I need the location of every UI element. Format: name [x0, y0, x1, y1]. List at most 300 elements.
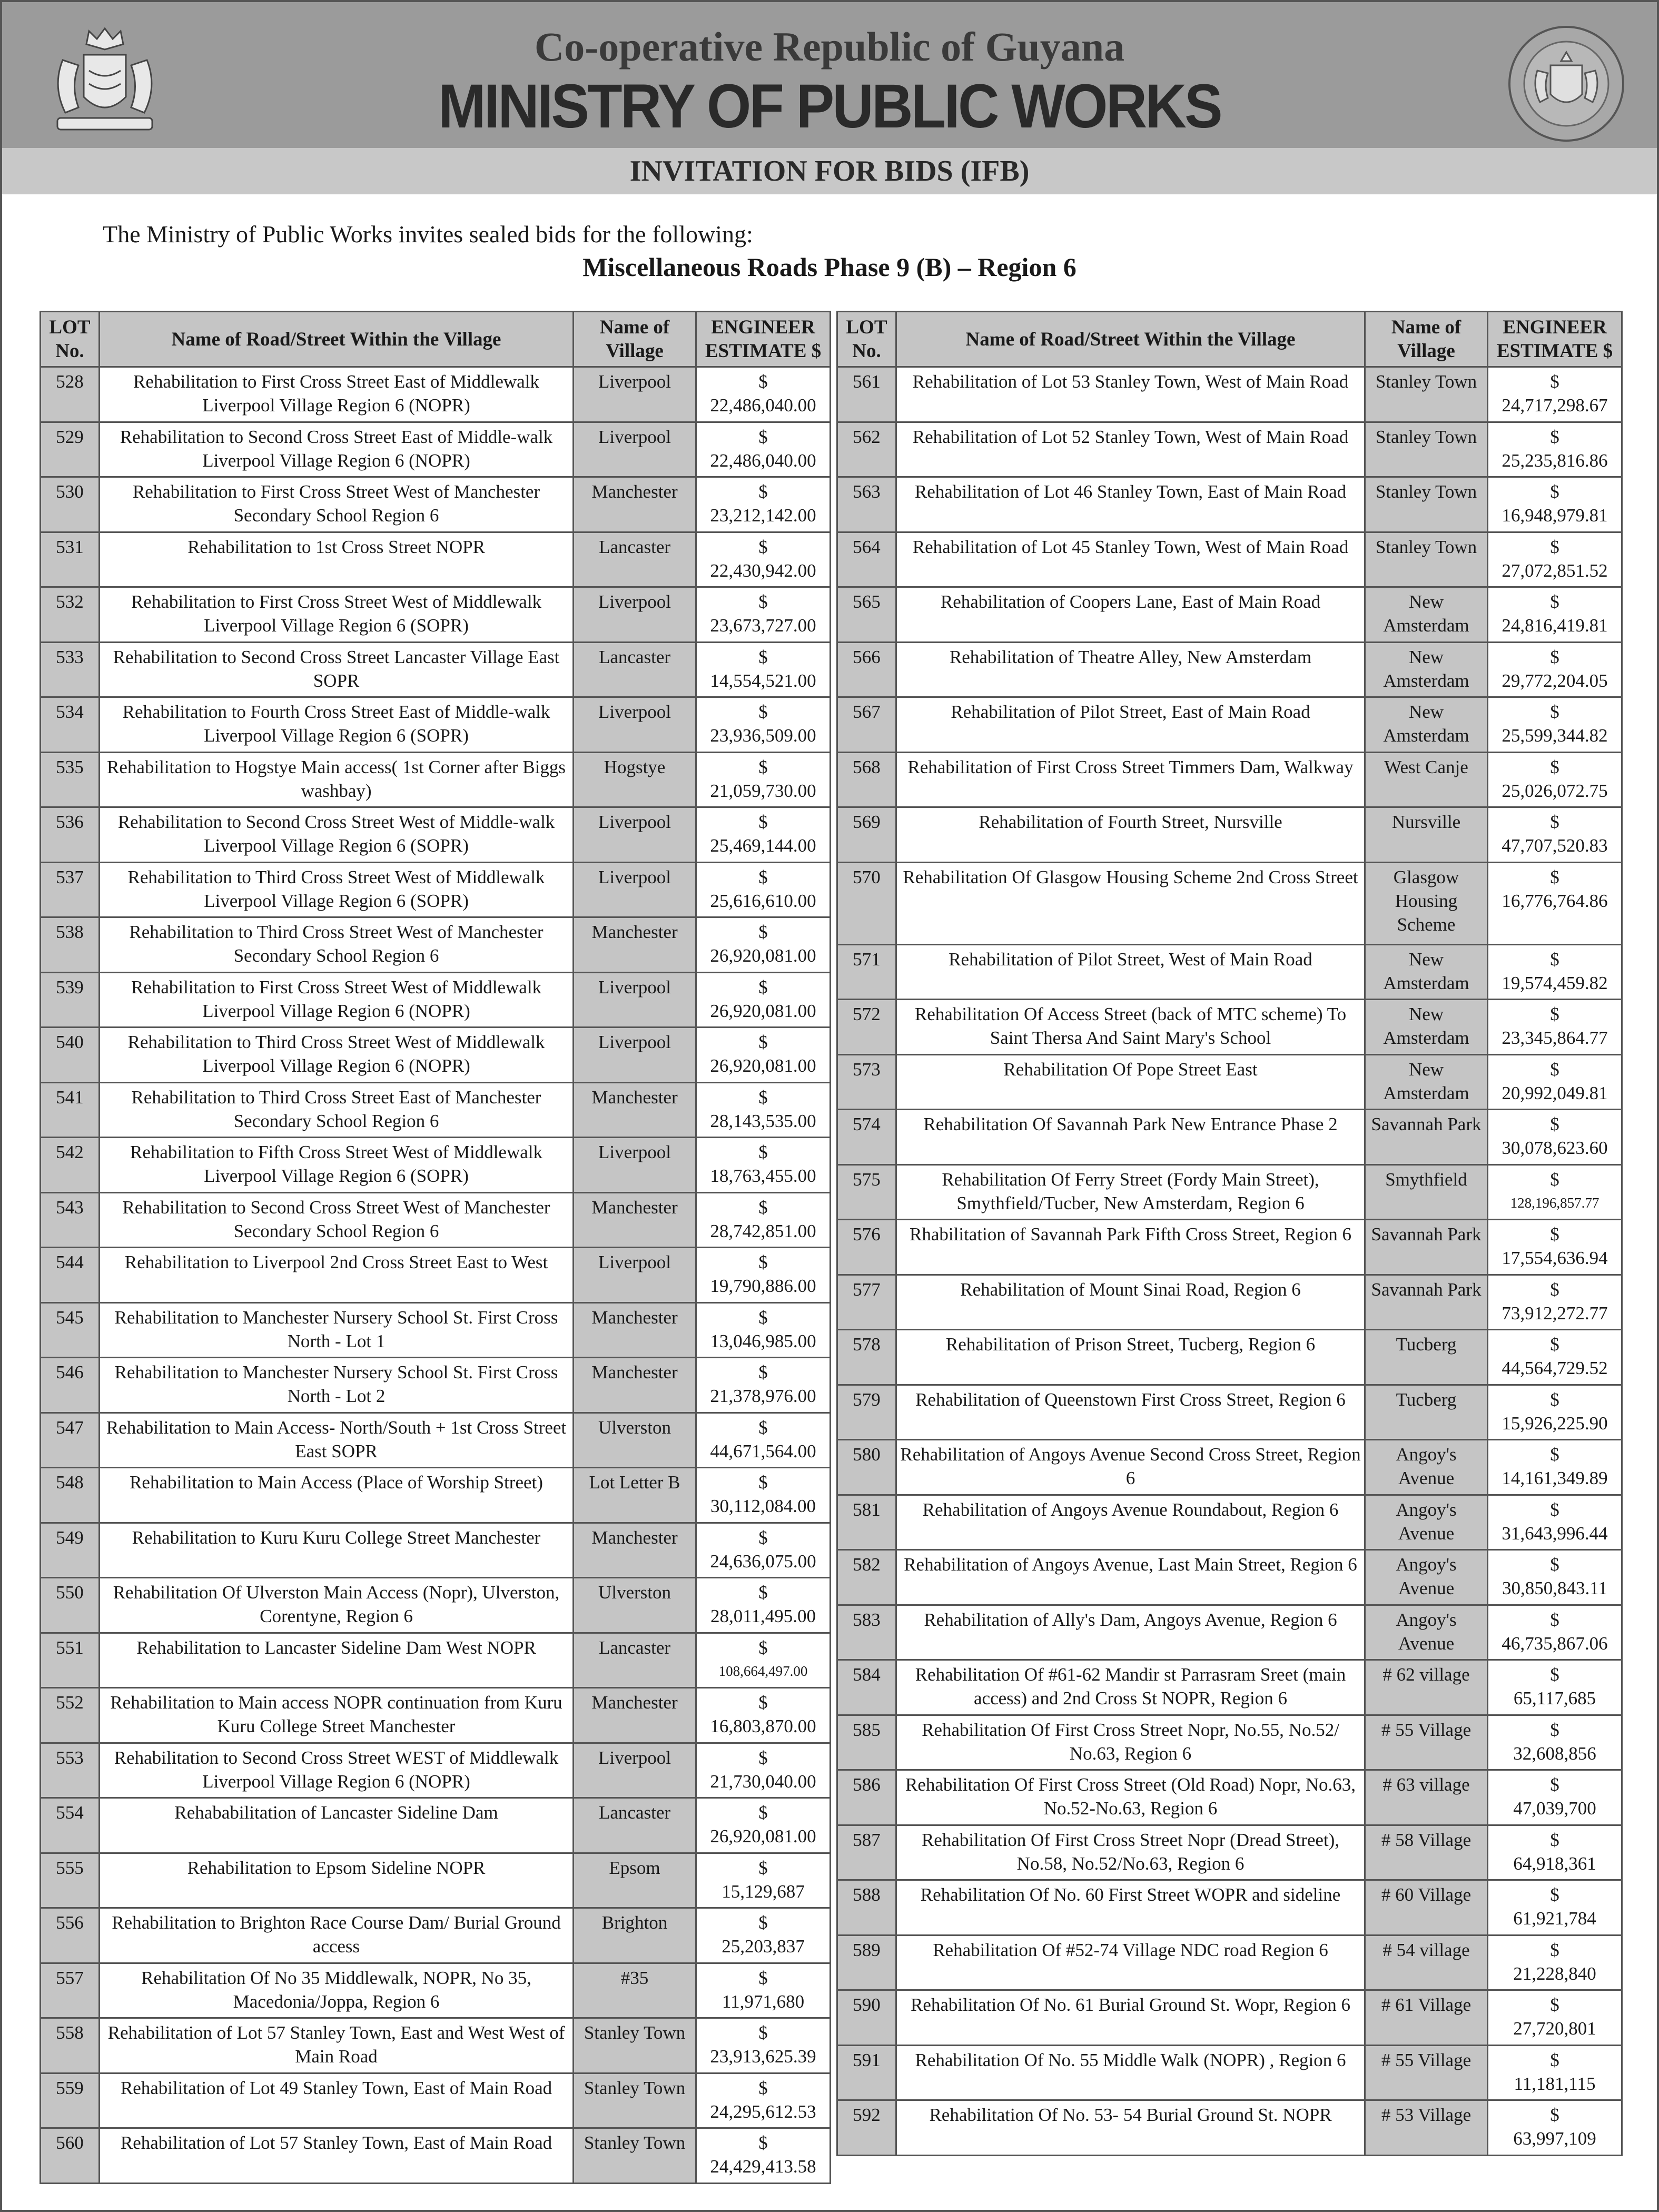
village-name: New Amsterdam [1365, 642, 1488, 697]
table-row [837, 1715, 1622, 1770]
village-name: Stanley Town [1365, 532, 1488, 587]
lot-number: 548 [41, 1468, 100, 1523]
estimate-amount: 30,112,084.00 [710, 1496, 816, 1516]
estimate-amount: 44,564,729.52 [1502, 1358, 1608, 1378]
currency-symbol: $ [758, 2022, 768, 2043]
table-row [41, 1688, 831, 1743]
engineer-estimate [696, 697, 831, 753]
road-name: Rehabilitation to Main access NOPR continuation from Kuru Kuru College Street Manchester [100, 1688, 574, 1743]
road-name: Rehabilitation of Queenstown First Cross Street, Region 6 [896, 1385, 1365, 1440]
estimate-amount: 24,429,413.58 [710, 2156, 816, 2177]
engineer-estimate [696, 1578, 831, 1633]
estimate-amount: 16,948,979.81 [1502, 505, 1608, 526]
engineer-estimate [696, 972, 831, 1028]
estimate-amount: 22,430,942.00 [710, 560, 816, 581]
estimate-amount: 25,616,610.00 [710, 890, 816, 911]
table-row [837, 1825, 1622, 1880]
road-name: Rehabilitation of Ally's Dam, Angoys Avenue, Region 6 [896, 1605, 1365, 1660]
lot-number: 575 [837, 1164, 896, 1220]
lot-number: 544 [41, 1248, 100, 1303]
table-row [837, 2100, 1622, 2156]
road-name: Rehabilitation Of No. 60 First Street WOPR and sideline [896, 1880, 1365, 1935]
estimate-amount: 11,971,680 [722, 1991, 805, 2012]
engineer-estimate [1488, 1770, 1622, 1825]
road-name: Rehabilitation Of First Cross Street Nopr, No.55, No.52/ No.63, Region 6 [896, 1715, 1365, 1770]
village-name: Liverpool [574, 697, 696, 753]
village-name: Manchester [574, 1082, 696, 1138]
currency-symbol: $ [758, 2132, 768, 2153]
estimate-amount: 24,816,419.81 [1502, 615, 1608, 636]
estimate-amount: 15,926,225.90 [1502, 1413, 1608, 1434]
road-name: Rehabilitation of Lot 52 Stanley Town, West of Main Road [896, 422, 1365, 477]
engineer-estimate [1488, 1880, 1622, 1935]
village-name: Stanley Town [574, 2128, 696, 2184]
table-row [41, 642, 831, 697]
road-name: Rehababilitation of Lancaster Sideline Dam [100, 1798, 574, 1853]
village-name: Tucberg [1365, 1385, 1488, 1440]
currency-symbol: $ [1550, 949, 1559, 970]
village-name: Liverpool [574, 1028, 696, 1083]
village-name: # 54 village [1365, 1935, 1488, 1990]
road-name: Rehabilitation to Second Cross Street West of Middle-walk Liverpool Village Region 6 (SOPR) [100, 807, 574, 863]
road-name: Rhabilitation of Savannah Park Fifth Cross Street, Region 6 [896, 1220, 1365, 1275]
estimate-header: ENGINEER ESTIMATE $ [696, 312, 831, 367]
lot-number: 589 [837, 1935, 896, 1990]
currency-symbol: $ [758, 702, 768, 722]
engineer-estimate [696, 1192, 831, 1248]
currency-symbol: $ [1550, 1609, 1559, 1630]
header-banner [2, 2, 1657, 148]
lot-number: 577 [837, 1275, 896, 1330]
engineer-estimate [696, 587, 831, 643]
currency-symbol: $ [1550, 426, 1559, 447]
road-name: Rehabilitation of Fourth Street, Nursville [896, 807, 1365, 863]
table-row [837, 532, 1622, 587]
lot-number: 556 [41, 1908, 100, 1963]
estimate-amount: 24,295,612.53 [710, 2101, 816, 2122]
engineer-estimate [696, 1413, 831, 1468]
currency-symbol: $ [1550, 1994, 1559, 2015]
estimate-amount: 23,212,142.00 [710, 505, 816, 526]
lot-number: 529 [41, 422, 100, 477]
lot-number: 559 [41, 2073, 100, 2128]
table-row [41, 2128, 831, 2184]
currency-symbol: $ [758, 1417, 768, 1438]
table-row [837, 2045, 1622, 2100]
lot-number: 566 [837, 642, 896, 697]
lot-header: LOT No. [837, 312, 896, 367]
engineer-estimate [696, 532, 831, 587]
road-name: Rehabilitation Of No. 61 Burial Ground St. Wopr, Region 6 [896, 1990, 1365, 2046]
lot-number: 563 [837, 477, 896, 532]
village-name: # 62 village [1365, 1660, 1488, 1715]
engineer-estimate [696, 367, 831, 422]
table-row [837, 1330, 1622, 1385]
road-name: Rehabilitation to Liverpool 2nd Cross Street East to West [100, 1248, 574, 1303]
village-name: # 61 Village [1365, 1990, 1488, 2046]
table-row [41, 917, 831, 973]
table-row [41, 807, 831, 863]
currency-symbol: $ [758, 426, 768, 447]
table-row [837, 1935, 1622, 1990]
lot-number: 545 [41, 1302, 100, 1358]
lot-number: 592 [837, 2100, 896, 2156]
intro-text: The Ministry of Public Works invites sealed bids for the following: [103, 221, 753, 248]
estimate-amount: 28,011,495.00 [710, 1606, 816, 1626]
engineer-estimate [1488, 2100, 1622, 2156]
road-name: Rehabilitation Of No. 55 Middle Walk (NOPR) , Region 6 [896, 2045, 1365, 2100]
engineer-estimate [1488, 1110, 1622, 1165]
lot-number: 536 [41, 807, 100, 863]
village-name: Manchester [574, 1358, 696, 1413]
table-row [41, 477, 831, 532]
engineer-estimate [696, 1028, 831, 1083]
road-name: Rehabilitation to Epsom Sideline NOPR [100, 1853, 574, 1908]
road-name: Rehabilitation Of Pope Street East [896, 1054, 1365, 1110]
table-row [41, 422, 831, 477]
village-name: Savannah Park [1365, 1275, 1488, 1330]
lot-number: 558 [41, 2018, 100, 2073]
currency-symbol: $ [1550, 1884, 1559, 1905]
road-name: Rehabilitation Of #61-62 Mandir st Parrasram Sreet (main access) and 2nd Cross St NOPR, Region 6 [896, 1660, 1365, 1715]
village-name: Tucberg [1365, 1330, 1488, 1385]
engineer-estimate [1488, 1275, 1622, 1330]
engineer-estimate [696, 1523, 831, 1578]
republic-title: Co-operative Republic of Guyana [534, 24, 1125, 70]
lot-number: 588 [837, 1880, 896, 1935]
table-row [837, 422, 1622, 477]
estimate-amount: 27,072,851.52 [1502, 560, 1608, 581]
engineer-estimate [1488, 862, 1622, 944]
estimate-amount: 25,599,344.82 [1502, 725, 1608, 746]
road-name: Rehabilitation to 1st Cross Street NOPR [100, 532, 574, 587]
village-name: Liverpool [574, 862, 696, 917]
engineer-estimate [696, 1853, 831, 1908]
bid-table-right [836, 311, 1623, 2156]
estimate-amount: 26,920,081.00 [710, 945, 816, 966]
currency-symbol: $ [1550, 1664, 1559, 1685]
engineer-estimate [696, 2018, 831, 2073]
currency-symbol: $ [758, 1252, 768, 1272]
village-name: Manchester [574, 477, 696, 532]
road-name: Rehabilitation Of No 35 Middlewalk, NOPR, No 35, Macedonia/Joppa, Region 6 [100, 1963, 574, 2018]
village-name: Hogstye [574, 752, 696, 807]
engineer-estimate [696, 1908, 831, 1963]
road-name: Rehabilitation of Lot 57 Stanley Town, East of Main Road [100, 2128, 574, 2184]
table-row [41, 1302, 831, 1358]
table-row [41, 1138, 831, 1193]
engineer-estimate [696, 2073, 831, 2128]
road-name: Rehabilitation to Third Cross Street East of Manchester Secondary School Region 6 [100, 1082, 574, 1138]
currency-symbol: $ [758, 1142, 768, 1162]
road-name: Rehabilitation Of #52-74 Village NDC road Region 6 [896, 1935, 1365, 1990]
lot-number: 555 [41, 1853, 100, 1908]
road-name: Rehabilitation to Fourth Cross Street East of Middle-walk Liverpool Village Region 6 (SOPR) [100, 697, 574, 753]
estimate-amount: 44,671,564.00 [710, 1440, 816, 1461]
currency-symbol: $ [1550, 2105, 1559, 2125]
road-name: Rehabilitation of Lot 49 Stanley Town, East of Main Road [100, 2073, 574, 2128]
lot-number: 542 [41, 1138, 100, 1193]
engineer-estimate [1488, 1000, 1622, 1055]
table-header-row [837, 312, 1622, 367]
engineer-estimate [1488, 1660, 1622, 1715]
road-name-header: Name of Road/Street Within the Village [100, 312, 574, 367]
road-name: Rehabilitation Of Ferry Street (Fordy Main Street), Smythfield/Tucber, New Amsterdam, Region 6 [896, 1164, 1365, 1220]
lot-number: 535 [41, 752, 100, 807]
table-row [837, 1880, 1622, 1935]
engineer-estimate [1488, 1440, 1622, 1495]
road-name: Rehabilitation to First Cross Street East of Middlewalk Liverpool Village Region 6 (NOPR) [100, 367, 574, 422]
village-name: Stanley Town [574, 2073, 696, 2128]
road-name: Rehabilitation Of Access Street (back of MTC scheme) To Saint Thersa And Saint Mary's School [896, 1000, 1365, 1055]
ministry-seal-icon [1506, 23, 1627, 144]
lot-number: 538 [41, 917, 100, 973]
engineer-estimate [696, 807, 831, 863]
village-header: Name of Village [1365, 312, 1488, 367]
table-row [837, 587, 1622, 643]
lot-number: 591 [837, 2045, 896, 2100]
table-row [837, 1110, 1622, 1165]
road-name: Rehabilitation of Pilot Street, East of Main Road [896, 697, 1365, 753]
village-name: Smythfield [1365, 1164, 1488, 1220]
currency-symbol: $ [758, 481, 768, 502]
lot-number: 530 [41, 477, 100, 532]
ministry-title: MINISTRY OF PUBLIC WORKS [438, 72, 1221, 141]
engineer-estimate [1488, 2045, 1622, 2100]
table-row [837, 1990, 1622, 2046]
village-name: New Amsterdam [1365, 697, 1488, 753]
village-name: Brighton [574, 1908, 696, 1963]
road-name: Rehabilitation of Theatre Alley, New Amsterdam [896, 642, 1365, 697]
village-name: Lancaster [574, 1633, 696, 1688]
engineer-estimate [1488, 1054, 1622, 1110]
estimate-amount: 47,039,700 [1513, 1798, 1596, 1819]
estimate-amount: 23,345,864.77 [1502, 1028, 1608, 1048]
estimate-amount: 63,997,109 [1513, 2128, 1596, 2149]
road-name: Rehabilitation to Third Cross Street West of Manchester Secondary School Region 6 [100, 917, 574, 973]
road-name: Rehabilitation to Lancaster Sideline Dam West NOPR [100, 1633, 574, 1688]
engineer-estimate [696, 477, 831, 532]
table-row [837, 1550, 1622, 1605]
village-name: Manchester [574, 1688, 696, 1743]
currency-symbol: $ [758, 1197, 768, 1218]
currency-symbol: $ [758, 756, 768, 777]
engineer-estimate [1488, 944, 1622, 1000]
table-row [41, 1468, 831, 1523]
table-row [837, 944, 1622, 1000]
table-row [41, 752, 831, 807]
road-name: Rehabilitation of Lot 45 Stanley Town, West of Main Road [896, 532, 1365, 587]
road-name: Rehabilitation Of Savannah Park New Entrance Phase 2 [896, 1110, 1365, 1165]
road-name-header: Name of Road/Street Within the Village [896, 312, 1365, 367]
estimate-amount: 128,196,857.77 [1510, 1194, 1599, 1211]
lot-number: 578 [837, 1330, 896, 1385]
currency-symbol: $ [1550, 866, 1559, 887]
village-header: Name of Village [574, 312, 696, 367]
estimate-amount: 32,608,856 [1513, 1743, 1596, 1764]
lot-number: 579 [837, 1385, 896, 1440]
village-name: Angoy's Avenue [1365, 1495, 1488, 1550]
project-subtitle: Miscellaneous Roads Phase 9 (B) – Region 6 [582, 252, 1077, 282]
currency-symbol: $ [1550, 1389, 1559, 1410]
lot-number: 584 [837, 1660, 896, 1715]
engineer-estimate [696, 1248, 831, 1303]
estimate-amount: 25,203,837 [722, 1936, 805, 1957]
lot-number: 585 [837, 1715, 896, 1770]
lot-number: 552 [41, 1688, 100, 1743]
estimate-amount: 64,918,361 [1513, 1853, 1596, 1874]
table-row [41, 862, 831, 917]
road-name: Rehabilitation of Angoys Avenue Second Cross Street, Region 6 [896, 1440, 1365, 1495]
table-row [41, 1853, 831, 1908]
ifb-title: INVITATION FOR BIDS (IFB) [2, 148, 1657, 194]
village-name: Liverpool [574, 1743, 696, 1798]
currency-symbol: $ [1550, 371, 1559, 392]
village-name: Angoy's Avenue [1365, 1605, 1488, 1660]
table-header-row [41, 312, 831, 367]
engineer-estimate [1488, 1330, 1622, 1385]
table-row [41, 1082, 831, 1138]
table-row [837, 1660, 1622, 1715]
engineer-estimate [1488, 807, 1622, 863]
table-row [837, 697, 1622, 753]
table-row [837, 807, 1622, 863]
currency-symbol: $ [758, 1747, 768, 1768]
lot-number: 557 [41, 1963, 100, 2018]
lot-number: 528 [41, 367, 100, 422]
road-name: Rehabilitation to Kuru Kuru College Street Manchester [100, 1523, 574, 1578]
table-row [837, 477, 1622, 532]
currency-symbol: $ [758, 1692, 768, 1713]
engineer-estimate [696, 1358, 831, 1413]
village-name: Ulverston [574, 1413, 696, 1468]
lot-number: 534 [41, 697, 100, 753]
village-name: Manchester [574, 1192, 696, 1248]
table-row [41, 1358, 831, 1413]
engineer-estimate [1488, 367, 1622, 422]
lot-number: 583 [837, 1605, 896, 1660]
currency-symbol: $ [1550, 1114, 1559, 1134]
road-name: Rehabilitation to First Cross Street West of Middlewalk Liverpool Village Region 6 (SOPR) [100, 587, 574, 643]
currency-symbol: $ [1550, 646, 1559, 667]
currency-symbol: $ [1550, 1719, 1559, 1740]
road-name: Rehabilitation of Angoys Avenue, Last Main Street, Region 6 [896, 1550, 1365, 1605]
lot-number: 531 [41, 532, 100, 587]
bid-table-left [39, 311, 831, 2184]
currency-symbol: $ [1550, 1224, 1559, 1245]
engineer-estimate [696, 2128, 831, 2184]
road-name: Rehabilitation Of Ulverston Main Access (Nopr), Ulverston, Corentyne, Region 6 [100, 1578, 574, 1633]
estimate-amount: 23,913,625.39 [710, 2046, 816, 2067]
currency-symbol: $ [1550, 1939, 1559, 1960]
engineer-estimate [696, 422, 831, 477]
lot-number: 549 [41, 1523, 100, 1578]
table-row [837, 752, 1622, 807]
currency-symbol: $ [1550, 1774, 1559, 1795]
currency-symbol: $ [1550, 481, 1559, 502]
road-name: Rehabilitation Of No. 53- 54 Burial Ground St. NOPR [896, 2100, 1365, 2156]
estimate-amount: 14,161,349.89 [1502, 1468, 1608, 1488]
engineer-estimate [1488, 1605, 1622, 1660]
estimate-amount: 47,707,520.83 [1502, 835, 1608, 856]
currency-symbol: $ [758, 1087, 768, 1108]
currency-symbol: $ [1550, 1444, 1559, 1465]
estimate-amount: 61,921,784 [1513, 1908, 1596, 1929]
village-name: New Amsterdam [1365, 587, 1488, 643]
table-row [837, 1220, 1622, 1275]
road-name: Rehabilitation Of First Cross Street (Old Road) Nopr, No.63, No.52-No.63, Region 6 [896, 1770, 1365, 1825]
estimate-amount: 46,735,867.06 [1502, 1633, 1608, 1654]
table-row [41, 2073, 831, 2128]
village-name: # 55 Village [1365, 2045, 1488, 2100]
table-row [41, 697, 831, 753]
currency-symbol: $ [1550, 1499, 1559, 1520]
lot-number: 532 [41, 587, 100, 643]
currency-symbol: $ [758, 866, 768, 887]
village-name: Lancaster [574, 1798, 696, 1853]
lot-number: 533 [41, 642, 100, 697]
estimate-amount: 21,228,840 [1513, 1963, 1596, 1984]
lot-number: 562 [837, 422, 896, 477]
lot-header: LOT No. [41, 312, 100, 367]
village-name: West Canje [1365, 752, 1488, 807]
estimate-amount: 30,078,623.60 [1502, 1138, 1608, 1158]
currency-symbol: $ [758, 1527, 768, 1548]
currency-symbol: $ [758, 1362, 768, 1382]
currency-symbol: $ [1550, 702, 1559, 722]
lot-number: 546 [41, 1358, 100, 1413]
lot-number: 543 [41, 1192, 100, 1248]
table-row [837, 1385, 1622, 1440]
village-name: Angoy's Avenue [1365, 1550, 1488, 1605]
lot-number: 547 [41, 1413, 100, 1468]
engineer-estimate [1488, 1990, 1622, 2046]
engineer-estimate [1488, 1385, 1622, 1440]
village-name: Liverpool [574, 422, 696, 477]
estimate-amount: 25,469,144.00 [710, 835, 816, 856]
village-name: Liverpool [574, 807, 696, 863]
village-name: #35 [574, 1963, 696, 2018]
lot-number: 537 [41, 862, 100, 917]
village-name: Stanley Town [1365, 422, 1488, 477]
table-row [41, 1413, 831, 1468]
currency-symbol: $ [1550, 1554, 1559, 1575]
lot-number: 590 [837, 1990, 896, 2046]
currency-symbol: $ [1550, 1334, 1559, 1355]
engineer-estimate [1488, 1164, 1622, 1220]
village-name: Stanley Town [574, 2018, 696, 2073]
estimate-amount: 108,664,497.00 [718, 1663, 808, 1679]
lot-number: 565 [837, 587, 896, 643]
village-name: Manchester [574, 917, 696, 973]
lot-number: 576 [837, 1220, 896, 1275]
lot-number: 582 [837, 1550, 896, 1605]
currency-symbol: $ [758, 1802, 768, 1823]
estimate-amount: 24,636,075.00 [710, 1551, 816, 1572]
table-row [837, 642, 1622, 697]
table-row [837, 862, 1622, 944]
engineer-estimate [696, 1743, 831, 1798]
village-name: Lot Letter B [574, 1468, 696, 1523]
table-row [41, 972, 831, 1028]
currency-symbol: $ [758, 591, 768, 612]
road-name: Rehabilitation of Lot 57 Stanley Town, East and West West of Main Road [100, 2018, 574, 2073]
estimate-amount: 73,912,272.77 [1502, 1302, 1608, 1324]
currency-symbol: $ [758, 371, 768, 392]
estimate-amount: 22,486,040.00 [710, 450, 816, 471]
engineer-estimate [1488, 477, 1622, 532]
estimate-amount: 29,772,204.05 [1502, 670, 1608, 691]
